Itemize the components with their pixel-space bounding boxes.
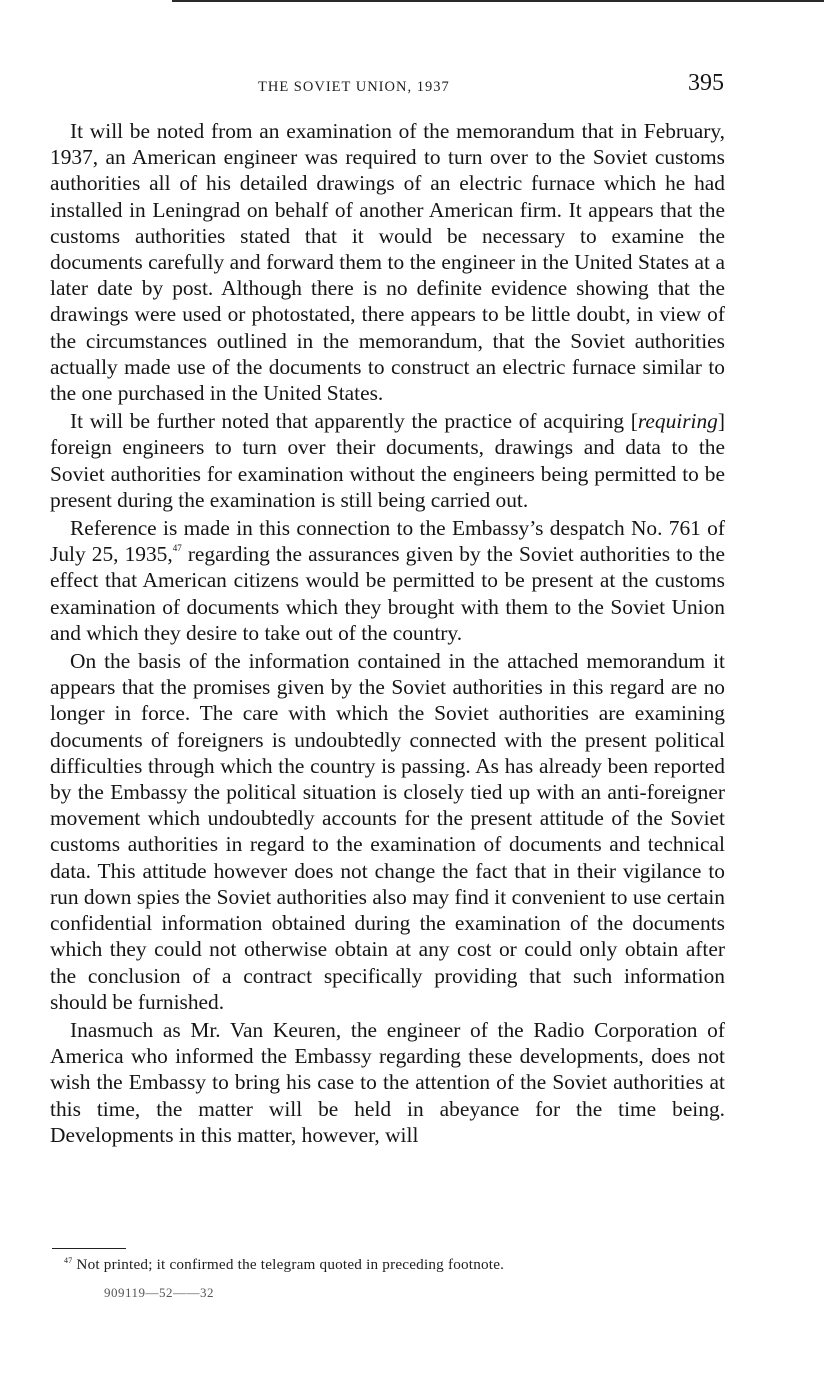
paragraph-5: Inasmuch as Mr. Van Keuren, the engineer of the Radio Corporation of America who informed the Embassy regarding these developments, does not wish the Embassy to bring his case to the attention of the Soviet authorities at this time, the matter will be held in abeyance for the time being. Developments in this matter, however, will <box>50 1017 725 1147</box>
paragraph-2-end: ] foreign engineers to turn over their documents, drawings and data to the Soviet authorities for examination without the engineers being permitted to be present during the examination is still being carried out. <box>50 409 725 512</box>
footnote <box>64 1256 504 1274</box>
footnote-text: Not printed; it confirmed the telegram quoted in preceding footnote. <box>72 1256 505 1273</box>
footnote-reference: 47 <box>172 543 182 554</box>
paragraph-3-start: Reference is made in this connection to the Embassy’s despatch No. 761 of July 25, 1935, <box>50 516 725 567</box>
paragraph-2-start: It will be further noted that apparently the practice of acquiring [ <box>70 409 638 434</box>
paragraph-2-italic: requiring <box>637 409 718 434</box>
paragraph-4: On the basis of the information contained in the attached memorandum it appears that the promises given by the Soviet authorities in this regard are no longer in force. The care with which the Soviet authorities are examining documents of foreigners is undoubtedly connected with the present political difficulties through which the country is passing. As has already been reported by the Embassy the political situation is closely tied up with an anti-foreigner movement which undoubtedly accounts for the present attitude of the Soviet customs authorities in regard to the examination of documents and technical data. This attitude however does not change the fact that in their vigilance to run down spies the Soviet authorities also may find it convenient to use certain confidential information obtained during the examination of the documents which they could not otherwise obtain at any cost or could only obtain after the conclusion of a contract specifically providing that such information should be furnished. <box>50 649 725 1014</box>
footnote-rule <box>52 1248 126 1249</box>
footnote-number: 47 <box>64 1256 73 1265</box>
paragraph-3 <box>50 515 725 646</box>
paragraph-1: It will be noted from an examination of the memorandum that in February, 1937, an American engineer was required to turn over to the Soviet customs authorities all of his detailed drawings of an electric furnace which he had installed in Leningrad on behalf of another American firm. It appears that the customs authorities stated that it would be necessary to examine the documents carefully and forward them to the engineer in the United States at a later date by post. Although there is no definite evidence showing that the drawings were used or photostated, there appears to be little doubt, in view of the circumstances outlined in the memorandum, that the Soviet authorities actually made use of the documents to construct an electric furnace similar to the one purchased in the United States. <box>50 119 725 406</box>
paragraph-3-end: regarding the assurances given by the Soviet authorities to the effect that American citizens would be permitted to be present at the customs examination of documents which they brought with them to the Soviet Union and which they desire to take out of the country. <box>50 542 725 645</box>
page-number: 395 <box>688 70 724 96</box>
print-code: 909119—52——32 <box>104 1285 215 1300</box>
top-rule <box>172 0 824 2</box>
body-text <box>50 118 725 1150</box>
paragraph-2 <box>50 408 725 513</box>
running-head: THE SOVIET UNION, 1937 <box>258 79 450 95</box>
